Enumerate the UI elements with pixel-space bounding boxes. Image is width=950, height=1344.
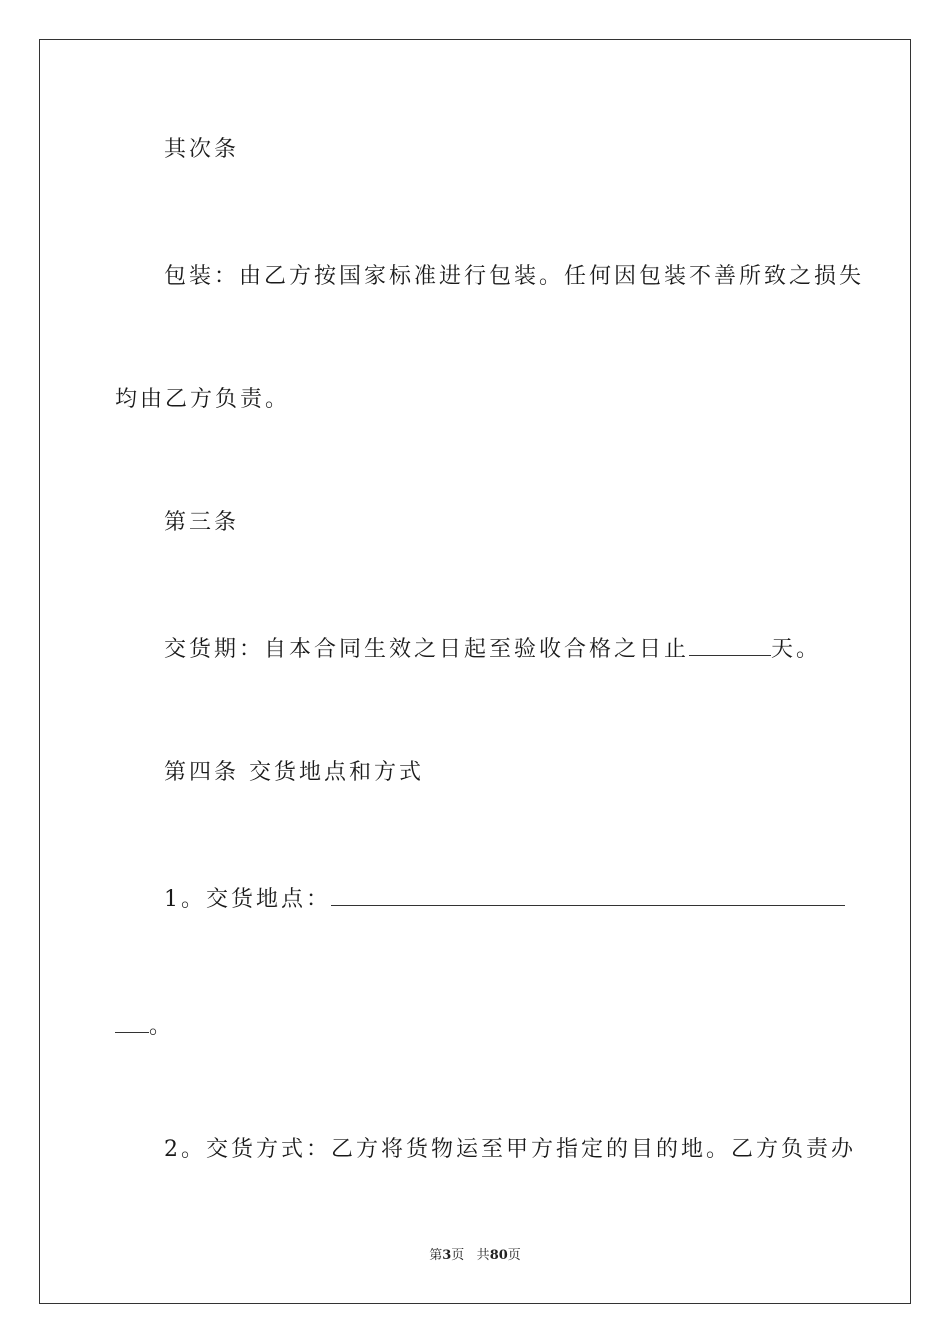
packaging-clause-continued: 均由乙方负责。 <box>115 387 291 412</box>
total-page-number: 80 <box>489 1248 508 1263</box>
delivery-location-clause: 1。交货地点： <box>164 885 845 915</box>
article-2-heading: 其次条 <box>164 137 240 162</box>
delivery-method-clause: 2。交货方式：乙方将货物运至甲方指定的目的地。乙方负责办 <box>164 1137 856 1162</box>
packaging-clause: 包装：由乙方按国家标准进行包装。任何因包装不善所致之损失 <box>164 264 865 289</box>
delivery-location-continued: 。 <box>115 1012 174 1042</box>
current-page-number: 3 <box>442 1248 452 1263</box>
delivery-location-blank <box>331 887 845 906</box>
page-border <box>39 39 911 1304</box>
article-4-heading: 第四条 交货地点和方式 <box>164 760 424 785</box>
article-3-heading: 第三条 <box>164 510 240 535</box>
delivery-period-clause: 交货期：自本合同生效之日起至验收合格之日止 天。 <box>164 637 822 662</box>
delivery-location-blank-continued <box>115 1014 149 1033</box>
page-footer: 第3页 共80页 <box>429 1248 521 1263</box>
days-blank <box>689 637 771 656</box>
